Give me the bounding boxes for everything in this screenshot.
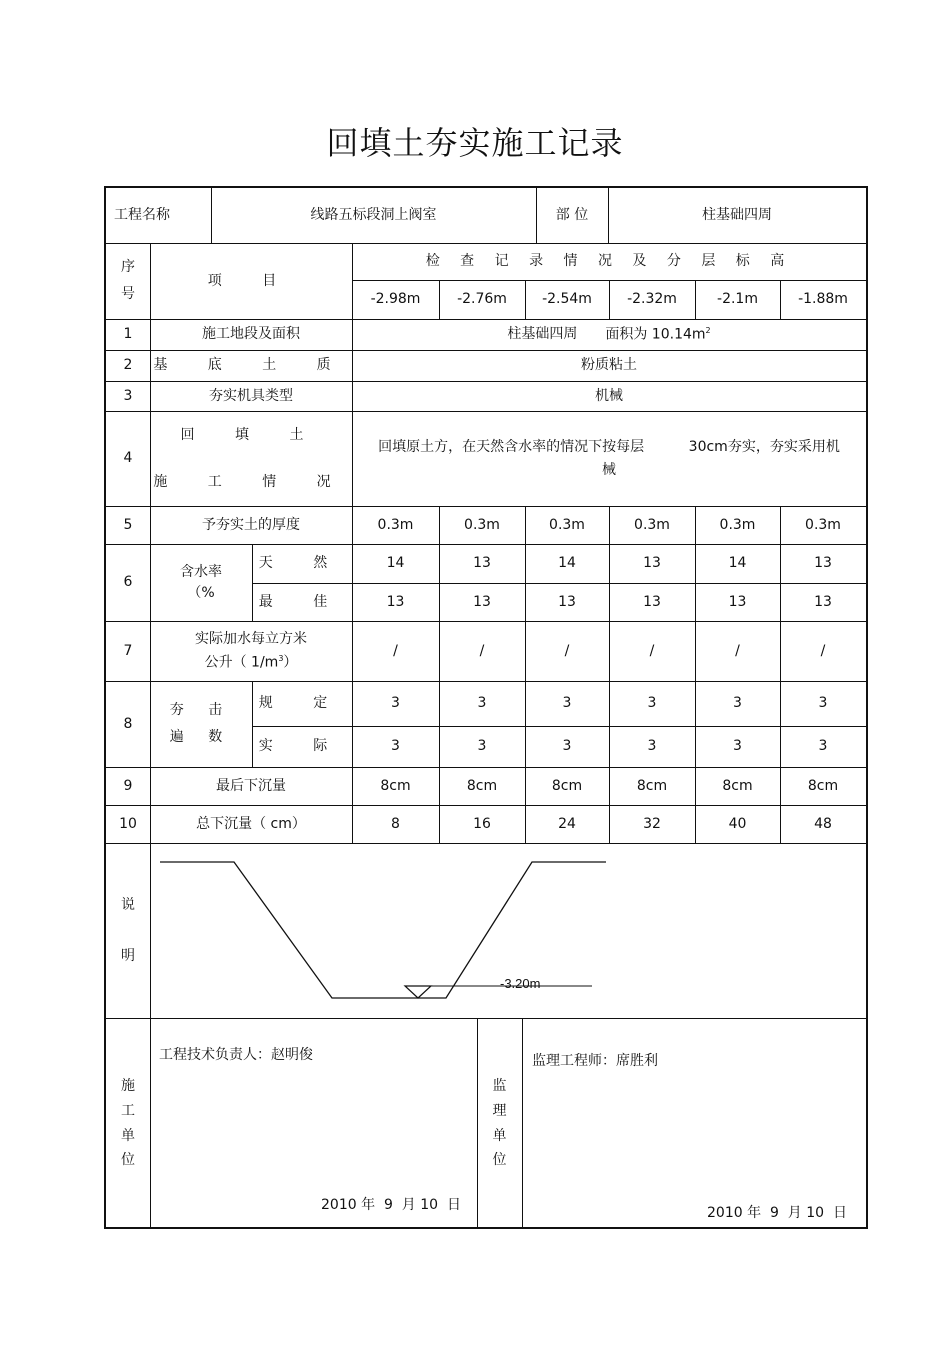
row-8-actual-value: 3 — [477, 738, 487, 755]
row-6-label: 含水率 （% — [180, 563, 222, 601]
record-table — [104, 186, 868, 1229]
row-7-value: / — [564, 642, 570, 659]
depth-label: -3.20m — [500, 976, 541, 991]
elevation-2: -2.76m — [457, 291, 507, 308]
row-8-required-value: 3 — [647, 695, 657, 712]
row-5-no: 5 — [123, 516, 133, 533]
row-8-required-value: 3 — [562, 695, 572, 712]
row-4-no: 4 — [123, 450, 133, 467]
row-9-value: 8cm — [466, 777, 498, 794]
row-2-value: 粉质粘土 — [581, 357, 637, 374]
row-10-no: 10 — [119, 815, 137, 832]
row-1-label: 施工地段及面积 — [202, 326, 300, 343]
row-10-value: 48 — [814, 815, 832, 832]
elevation-1: -2.98m — [370, 291, 421, 308]
row-5-value: 0.3m — [634, 516, 670, 533]
row-6-sub-natural: 天 然 — [258, 555, 346, 572]
location-value: 柱基础四周 — [702, 207, 772, 224]
item-header: 项 目 — [207, 272, 295, 289]
location-label: 部 位 — [555, 207, 589, 224]
construction-unit-label: 施 工 单 位 — [121, 1077, 135, 1169]
row-8-actual-value: 3 — [818, 738, 828, 755]
row-8-actual-value: 3 — [647, 738, 657, 755]
row-1-value: 柱基础四周 面积为 $10.14m^2$ — [507, 325, 711, 343]
project-name-value: 线路五标段洞上阀室 — [310, 207, 437, 224]
project-name-label: 工程名称 — [114, 207, 170, 224]
row-8-actual-value: 3 — [733, 738, 742, 755]
construction-date: 2010 年 9 月 10 日 — [321, 1196, 461, 1213]
row-10-value: 8 — [391, 815, 400, 832]
row-8-no: 8 — [123, 715, 133, 732]
row-6-optimal-value: 13 — [473, 593, 491, 610]
row-6-natural-value: 13 — [473, 555, 491, 572]
row-6-optimal-value: 13 — [386, 593, 405, 610]
row-8-actual-value: 3 — [391, 738, 400, 755]
notes-label: 说 明 — [121, 896, 135, 964]
row-6-no: 6 — [123, 574, 133, 591]
row-5-value: 0.3m — [377, 516, 414, 533]
row-9-value: 8cm — [722, 777, 753, 794]
supervision-person: 监理工程师：席胜利 — [532, 1052, 658, 1069]
supervision-unit-label: 监 理 单 位 — [492, 1077, 507, 1169]
row-9-no: 9 — [123, 777, 133, 794]
row-7-value: / — [735, 642, 740, 659]
row-5-value: 0.3m — [805, 516, 841, 533]
row-1-no: 1 — [123, 326, 133, 343]
row-2-label: 基 底 土 质 — [153, 357, 349, 374]
row-6-optimal-value: 13 — [728, 593, 747, 610]
row-10-label: 总下沉量（ cm） — [196, 815, 306, 832]
row-10-value: 32 — [643, 815, 661, 832]
row-3-value: 机械 — [595, 387, 623, 404]
row-6-optimal-value: 13 — [558, 593, 576, 610]
construction-person: 工程技术负责人：赵明俊 — [159, 1046, 313, 1063]
row-6-natural-value: 14 — [558, 555, 576, 572]
row-8-sub-required: 规 定 — [258, 695, 346, 712]
row-5-value: 0.3m — [549, 516, 585, 533]
row-4-value: 回填原土方，在天然含水率的情况下按每层 30cm夯实，夯实采用机 械 — [378, 438, 840, 478]
row-8-required-value: 3 — [818, 695, 828, 712]
elevation-3: -2.54m — [542, 291, 592, 308]
row-8-actual-value: 3 — [562, 738, 572, 755]
document-title: 回填土夯实施工记录 — [326, 124, 624, 162]
row-2-no: 2 — [123, 357, 133, 374]
elevation-6: -1.88m — [798, 291, 848, 308]
row-9-value: 8cm — [551, 777, 583, 794]
row-7-value: / — [820, 642, 826, 659]
row-6-optimal-value: 13 — [643, 593, 661, 610]
row-8-required-value: 3 — [733, 695, 742, 712]
row-6-natural-value: 13 — [643, 555, 661, 572]
row-6-natural-value: 13 — [814, 555, 832, 572]
row-7-value: / — [393, 642, 398, 659]
row-9-value: 8cm — [636, 777, 668, 794]
elevation-5: -2.1m — [717, 291, 758, 308]
row-6-optimal-value: 13 — [814, 593, 832, 610]
row-3-no: 3 — [123, 387, 133, 404]
seq-header: 序 号 — [121, 259, 135, 302]
row-9-value: 8cm — [807, 777, 839, 794]
row-4-label: 回 填 土 施 工 情 况 — [153, 426, 349, 490]
row-3-label: 夯实机具类型 — [209, 387, 293, 404]
row-7-value: / — [479, 642, 485, 659]
row-7-label: 实际加水每立方米 公升（ $1/m^3$） — [195, 630, 307, 671]
row-8-required-value: 3 — [477, 695, 487, 712]
row-9-label: 最后下沉量 — [216, 777, 286, 794]
row-6-natural-value: 14 — [386, 555, 405, 572]
record-header: 检 查 记 录 情 况 及 分 层 标 高 — [425, 253, 793, 270]
elevation-4: -2.32m — [627, 291, 677, 308]
row-5-label: 予夯实土的厚度 — [202, 516, 300, 533]
row-10-value: 24 — [558, 815, 576, 832]
row-7-value: / — [649, 642, 655, 659]
row-8-sub-actual: 实 际 — [258, 738, 346, 755]
row-10-value: 16 — [473, 815, 491, 832]
row-8-required-value: 3 — [391, 695, 400, 712]
row-6-sub-optimal: 最 佳 — [258, 593, 346, 610]
row-8-label: 夯 击 遍 数 — [169, 702, 233, 745]
row-9-value: 8cm — [380, 777, 411, 794]
supervision-date: 2010 年 9 月 10 日 — [707, 1204, 847, 1221]
row-7-no: 7 — [123, 642, 133, 659]
row-6-natural-value: 14 — [728, 555, 747, 572]
row-10-value: 40 — [728, 815, 747, 832]
row-5-value: 0.3m — [719, 516, 756, 533]
elevation-marker-icon — [405, 986, 431, 998]
trench-sketch — [150, 843, 866, 1018]
row-5-value: 0.3m — [464, 516, 500, 533]
